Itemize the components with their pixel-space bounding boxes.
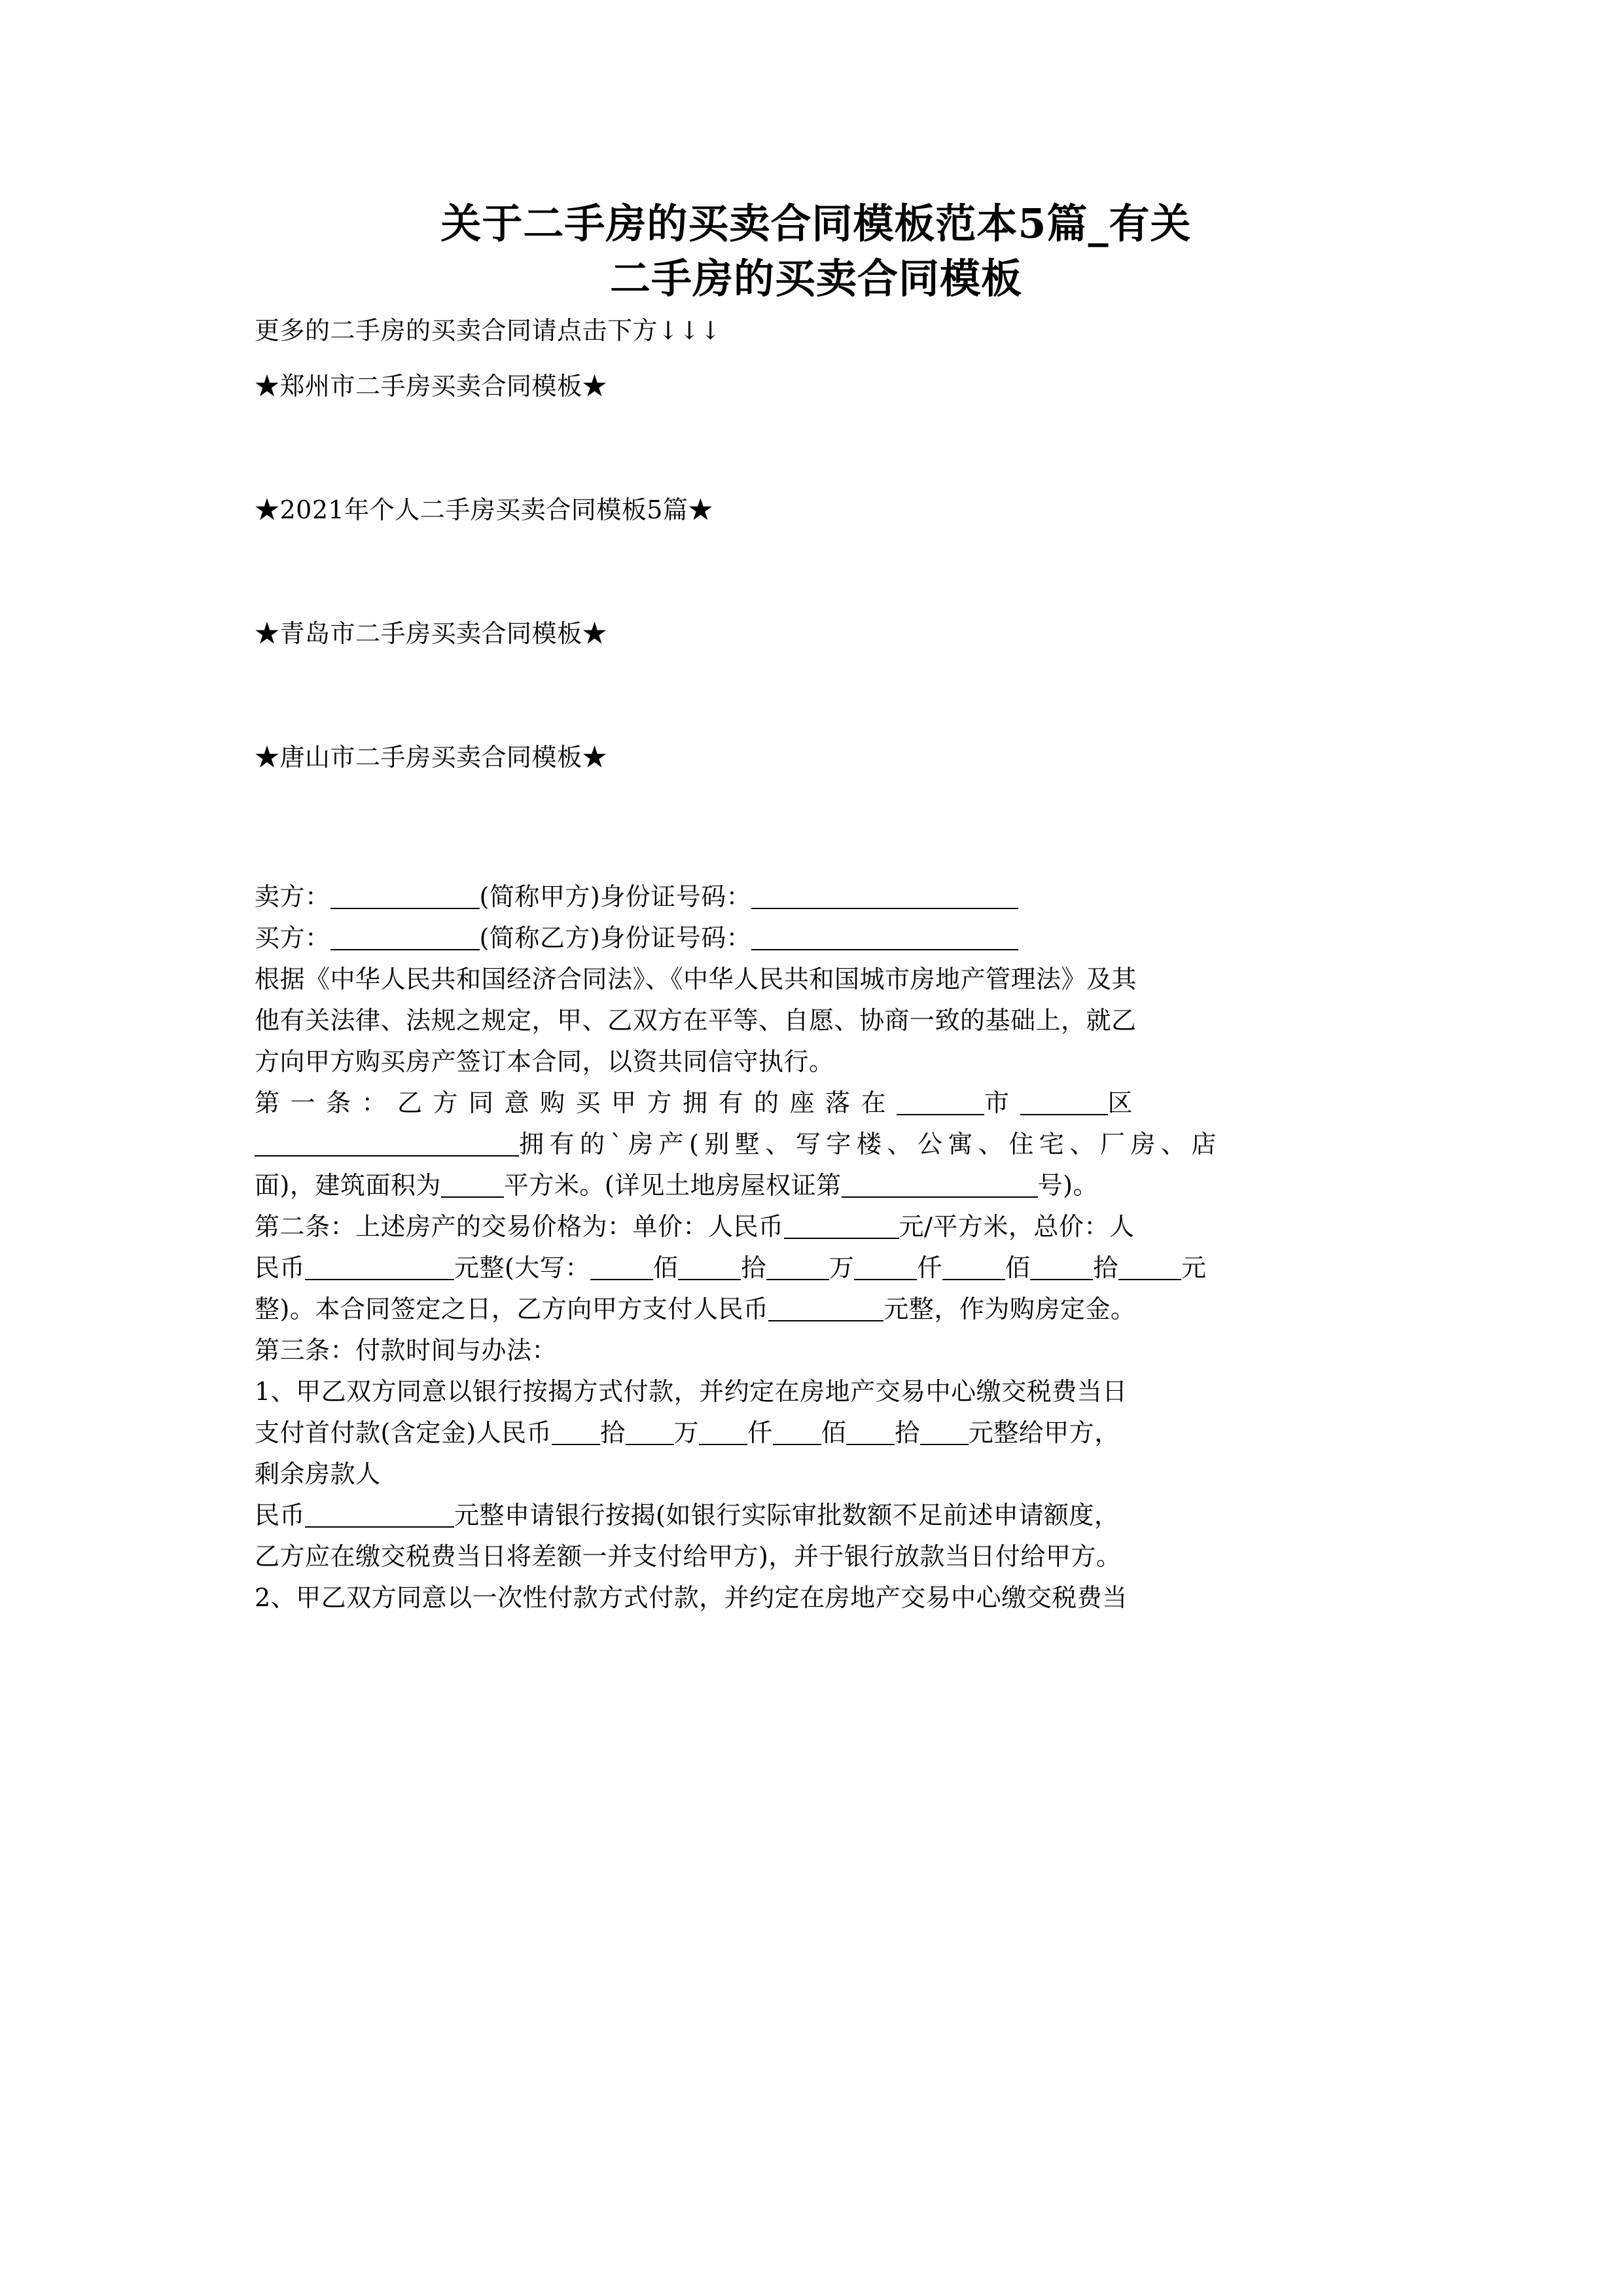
- clause-2-unit-price-label: 第二条：上述房产的交易价格为：单价：人民币: [255, 1212, 784, 1241]
- clause-3-item-2-line-1: 2、甲乙双方同意以一次性付款方式付款，并约定在房地产交易中心缴交税费当: [255, 1583, 1128, 1612]
- clause-3-dp-shi-unit: 拾: [600, 1418, 626, 1447]
- clause-1-cert-blank[interactable]: [842, 1174, 1038, 1198]
- clause-1-line-1: [255, 1083, 1378, 1124]
- clause-3-item-1-line-4: [255, 1495, 1378, 1536]
- clause-2-amount-shi-blank[interactable]: [678, 1257, 741, 1280]
- clause-2-amount-qian-unit: 仟: [917, 1253, 942, 1282]
- clause-2-amount-shi2-unit: 拾: [1093, 1253, 1118, 1282]
- page-title: [255, 196, 1378, 306]
- buyer-alias-label: (简称乙方)身份证号码：: [479, 924, 752, 952]
- preamble-line-3: 方向甲方购买房产签订本合同，以资共同信守执行。: [255, 1047, 834, 1076]
- clause-2-amount-qian-blank[interactable]: [854, 1257, 917, 1280]
- clause-3-item-1-line-3: 剩余房款人: [255, 1460, 381, 1488]
- clause-2-rmb-label: 民币: [255, 1253, 306, 1282]
- clause-3-dp-shi-blank[interactable]: [552, 1422, 600, 1445]
- clause-1-line-2: [255, 1124, 1378, 1165]
- clause-3-item-1-line-1: 1、甲乙双方同意以银行按揭方式付款，并约定在房地产交易中心缴交税费当日: [255, 1377, 1128, 1406]
- clause-1-district-label: 区: [1107, 1088, 1144, 1117]
- clause-3-dp-yuan-blank[interactable]: [920, 1422, 969, 1445]
- seller-row: [255, 876, 1378, 918]
- spacer: [255, 351, 1378, 366]
- clause-1-area-label: 面)，建筑面积为: [255, 1171, 441, 1200]
- clause-2-total-label: 元/平方米，总价：人: [899, 1212, 1135, 1241]
- spacer: [255, 655, 1378, 737]
- title-line-2: 二手房的买卖合同模板: [609, 255, 1022, 302]
- clause-1-address-blank[interactable]: [255, 1133, 519, 1157]
- clause-3-dp-bai-unit: 佰: [821, 1418, 847, 1447]
- preamble-line-2: 他有关法律、法规之规定，甲、乙双方在平等、自愿、协商一致的基础上，就乙: [255, 1006, 1137, 1035]
- clause-3-heading: 第三条：付款时间与办法：: [255, 1336, 558, 1365]
- related-link-tangshan[interactable]: ★唐山市二手房买卖合同模板★: [255, 743, 608, 772]
- clause-2-amount-bai-blank[interactable]: [590, 1257, 653, 1280]
- clause-2-unit-price-blank[interactable]: [784, 1215, 899, 1239]
- clause-2-line-1: [255, 1206, 1378, 1247]
- intro-text: 更多的二手房的买卖合同请点击下方↓↓↓: [255, 316, 722, 345]
- clause-2-amount-yuan-blank[interactable]: [1118, 1257, 1181, 1280]
- buyer-name-blank[interactable]: [330, 927, 480, 950]
- related-link-qingdao[interactable]: ★青岛市二手房买卖合同模板★: [255, 619, 608, 648]
- spacer: [255, 407, 1378, 490]
- clause-2-amount-wan-unit: 万: [829, 1253, 855, 1282]
- clause-3-dp-qian-blank[interactable]: [699, 1422, 747, 1445]
- clause-2-amount-wan-blank[interactable]: [766, 1257, 829, 1280]
- clause-2-deposit-label: 整)。本合同签定之日，乙方向甲方支付人民币: [255, 1295, 769, 1323]
- clause-2-line-3: [255, 1289, 1378, 1330]
- clause-1-city-label: 市: [984, 1088, 1020, 1117]
- related-link-zhengzhou[interactable]: ★郑州市二手房买卖合同模板★: [255, 372, 608, 401]
- clause-2-line-2: [255, 1247, 1378, 1289]
- clause-2-deposit-blank[interactable]: [768, 1298, 883, 1321]
- clause-2-amount-shi2-blank[interactable]: [1030, 1257, 1093, 1280]
- clause-3-downpayment-suffix: 元整给甲方，: [968, 1418, 1120, 1447]
- clause-3-mortgage-suffix: 元整申请银行按揭(如银行实际审批数额不足前述申请额度，: [454, 1501, 1120, 1530]
- seller-alias-label: (简称甲方)身份证号码：: [479, 882, 752, 911]
- preamble-line-1: 根据《中华人民共和国经济合同法》、《中华人民共和国城市房地产管理法》及其: [255, 965, 1137, 994]
- clause-1-cert-label: 平方米。(详见土地房屋权证第: [503, 1171, 842, 1200]
- clause-1-area-blank[interactable]: [441, 1174, 504, 1198]
- clause-3-downpayment-label: 支付首付款(含定金)人民币: [255, 1418, 552, 1447]
- clause-2-amount-yuan-unit: 元: [1181, 1253, 1207, 1282]
- clause-1-city-blank[interactable]: [897, 1092, 984, 1115]
- clause-1-lead-text: 第一条：乙方同意购买甲方拥有的座落在: [255, 1088, 897, 1117]
- clause-1-line-3: [255, 1165, 1378, 1206]
- clause-3-mortgage-label: 民币: [255, 1501, 306, 1530]
- seller-id-blank[interactable]: [751, 886, 1018, 909]
- buyer-id-blank[interactable]: [751, 927, 1018, 950]
- seller-name-blank[interactable]: [330, 886, 480, 909]
- clause-3-dp-shi2-unit: 拾: [895, 1418, 920, 1447]
- clause-2-uppercase-label: 元整(大写：: [454, 1253, 590, 1282]
- buyer-row: [255, 918, 1378, 959]
- clause-3-mortgage-blank[interactable]: [305, 1504, 454, 1528]
- clause-2-amount-shi-unit: 拾: [741, 1253, 766, 1282]
- clause-2-amount-bai-unit: 佰: [652, 1253, 679, 1282]
- spacer: [255, 778, 1378, 876]
- clause-3-dp-qian-unit: 仟: [747, 1418, 773, 1447]
- clause-1-district-blank[interactable]: [1020, 1092, 1108, 1115]
- clause-3-item-1-line-5: 乙方应在缴交税费当日将差额一并支付给甲方)，并于银行放款当日付给甲方。: [255, 1542, 1122, 1571]
- clause-3-dp-shi2-blank[interactable]: [846, 1422, 895, 1445]
- clause-1-cert-suffix: 号)。: [1037, 1171, 1098, 1200]
- clause-2-amount-bai2-blank[interactable]: [942, 1257, 1005, 1280]
- seller-label: 卖方：: [255, 882, 330, 911]
- clause-2-deposit-suffix: 元整，作为购房定金。: [883, 1295, 1136, 1323]
- buyer-label: 买方：: [255, 924, 330, 952]
- clause-1-property-types: 拥有的`房产(别墅、写字楼、公寓、住宅、厂房、店: [519, 1130, 1222, 1158]
- clause-3-item-1-line-2: [255, 1412, 1378, 1454]
- spacer: [255, 531, 1378, 613]
- clause-2-amount-bai2-unit: 佰: [1005, 1253, 1031, 1282]
- clause-3-dp-bai-blank[interactable]: [773, 1422, 821, 1445]
- title-line-1: 关于二手房的买卖合同模板范本5篇_有关: [440, 200, 1192, 247]
- clause-2-total-blank[interactable]: [305, 1257, 454, 1280]
- clause-3-dp-wan-blank[interactable]: [626, 1422, 674, 1445]
- related-link-2021-personal[interactable]: ★2021年个人二手房买卖合同模板5篇★: [255, 495, 713, 524]
- clause-3-dp-wan-unit: 万: [673, 1418, 700, 1447]
- document-content: [255, 196, 1378, 1619]
